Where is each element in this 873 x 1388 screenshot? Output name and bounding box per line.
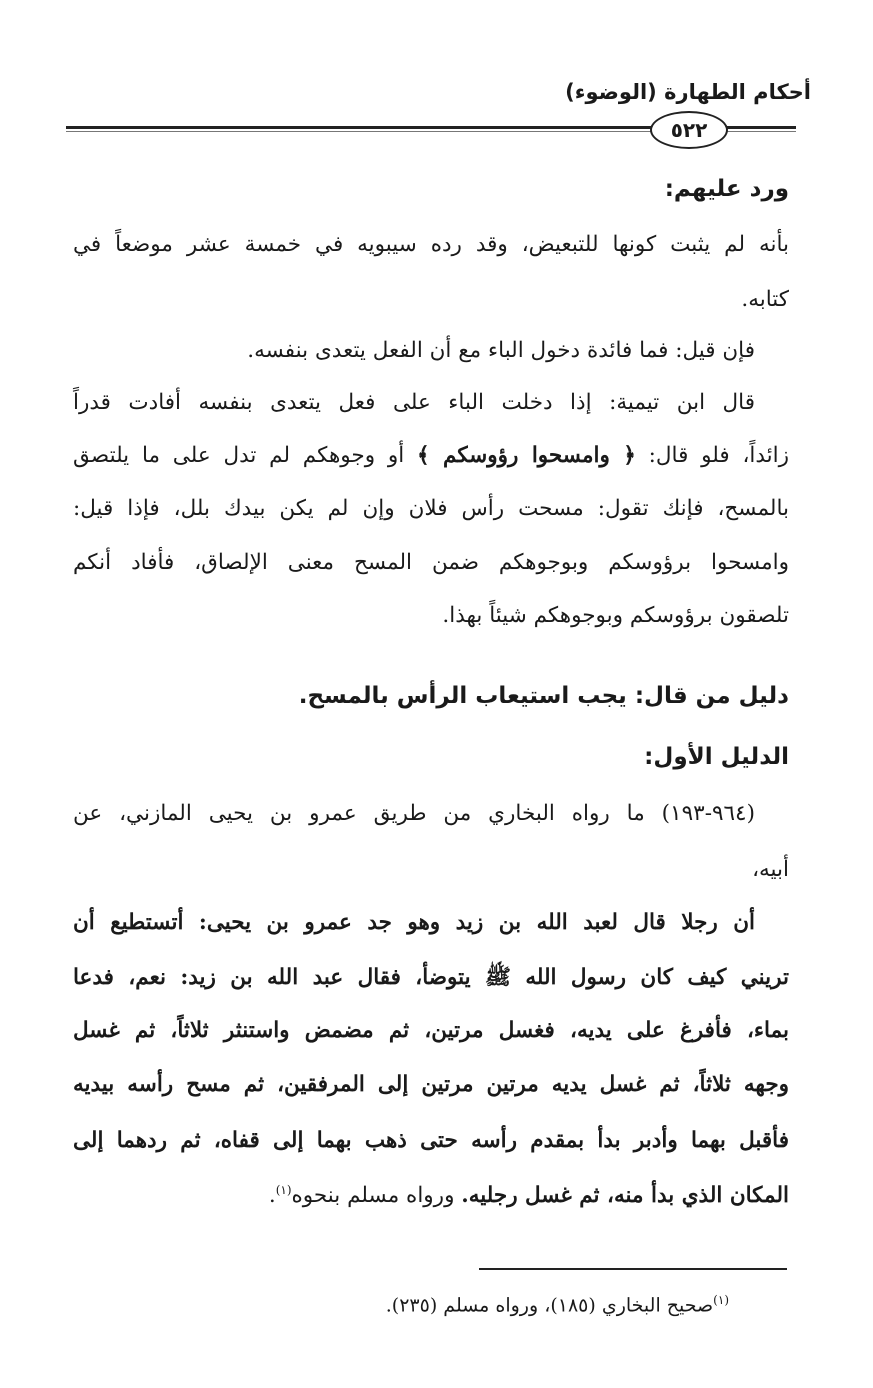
paragraph-line: بالمسح، فإنك تقول: مسحت رأس فلان وإن لم يكن بيدك بلل، فإذا قيل:	[73, 496, 789, 521]
hadith-source: ورواه مسلم بنحوه	[291, 1183, 462, 1209]
subsection-heading: الدليل الأول:	[644, 744, 789, 770]
paragraph-line: تلصقون برؤوسكم وبوجوهكم شيئاً بهذا.	[442, 603, 789, 628]
running-title: أحكام الطهارة (الوضوء)	[565, 80, 811, 104]
paragraph-line-with-ayah	[73, 443, 789, 468]
line-segment: زائداً، فلو قال:	[635, 443, 789, 468]
paragraph-line: فإن قيل: فما فائدة دخول الباء مع أن الفعل يتعدى بنفسه.	[247, 338, 755, 363]
footnote-reference[interactable]: (١)	[275, 1183, 292, 1197]
section-heading: دليل من قال: يجب استيعاب الرأس بالمسح.	[298, 683, 789, 709]
footnote	[386, 1293, 729, 1316]
paragraph-line: أبيه،	[752, 857, 789, 882]
paragraph-line: قال ابن تيمية: إذا دخلت الباء على فعل يتعدى بنفسه أفادت قدراً	[73, 390, 755, 415]
line-segment: أو وجوهكم لم تدل على ما يلتصق	[73, 443, 418, 468]
hadith-segment: المكان الذي بدأ منه، ثم غسل رجليه.	[461, 1183, 789, 1209]
hadith-line: وجهه ثلاثاً، ثم غسل يديه مرتين مرتين إلى المرفقين، ثم مسح رأسه بيديه	[73, 1072, 789, 1097]
footnote-divider	[479, 1268, 787, 1270]
footnote-text: صحيح البخاري (١٨٥)، ورواه مسلم (٢٣٥).	[385, 1294, 714, 1317]
page-number: ٥٢٢	[650, 111, 728, 149]
paragraph-line: وامسحوا برؤوسكم وبوجوهكم ضمن المسح معنى الإلصاق، فأفاد أنكم	[73, 550, 789, 575]
objection-heading: ورد عليهم:	[664, 176, 789, 202]
paragraph-line: بأنه لم يثبت كونها للتبعيض، وقد رده سيبويه في خمسة عشر موضعاً في	[73, 232, 789, 257]
hadith-line: بماء، فأفرغ على يديه، فغسل مرتين، ثم مضمض واستنثر ثلاثاً، ثم غسل	[73, 1018, 789, 1043]
hadith-line: فأقبل بهما وأدبر بدأ بمقدم رأسه حتى ذهب بهما إلى قفاه، ثم ردهما إلى	[73, 1128, 789, 1153]
quran-ayah: ﴿ وامسحوا رؤوسكم ﴾	[417, 443, 636, 468]
hadith-line: أن رجلا قال لعبد الله بن زيد وهو جد عمرو بن يحيى: أتستطيع أن	[73, 910, 755, 935]
paragraph-line: كتابه.	[741, 287, 789, 312]
footnote-marker: (١)	[713, 1293, 729, 1307]
hadith-line: تريني كيف كان رسول الله ﷺ يتوضأ، فقال عبد الله بن زيد: نعم، فدعا	[73, 965, 789, 990]
punctuation: .	[268, 1183, 276, 1209]
hadith-line-last	[73, 1183, 789, 1208]
paragraph-line: (٩٦٤-١٩٣) ما رواه البخاري من طريق عمرو بن يحيى المازني، عن	[73, 801, 755, 826]
